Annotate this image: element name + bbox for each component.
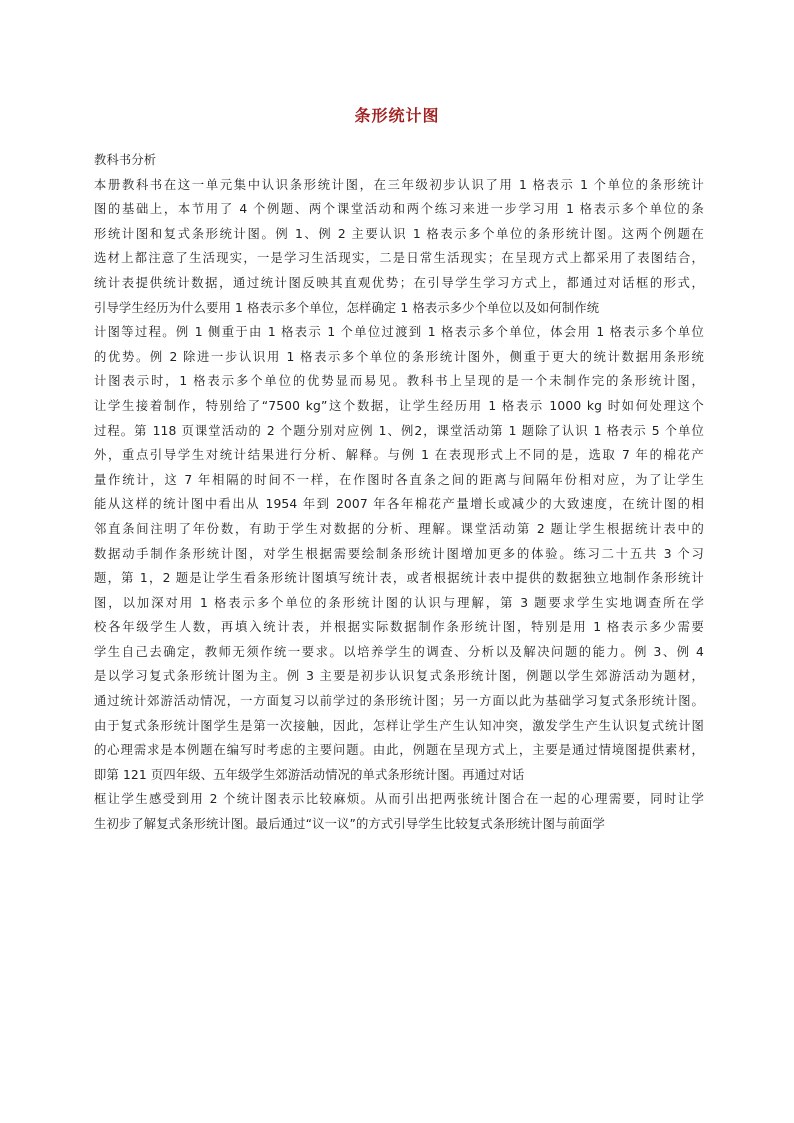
body-line: 数据动手制作条形统计图，对学生根据需要绘制条形统计图增加更多的体验。练习二十五共 3 个习 [94, 546, 704, 561]
body-line: 选材上都注意了生活现实，一是学习生活现实，二是日常生活现实；在呈现方式上都采用了表图结合， [94, 251, 704, 266]
body-line: 的优势。例 2 除进一步认识用 1 格表示多个单位的条形统计图外，侧重于更大的统计数据用条形统 [94, 349, 704, 364]
body-line: 即第 121 页四年级、五年级学生郊游活动情况的单式条形统计图。再通过对话 [94, 767, 525, 782]
body-line: 计图表示时，1 格表示多个单位的优势显而易见。教科书上呈现的是一个未制作完的条形统计图， [94, 374, 704, 389]
body-line: 形统计图和复式条形统计图。例 1、例 2 主要认识 1 格表示多个单位的条形统计图。这两个例题在 [94, 226, 704, 241]
body-line: 过程。第 118 页课堂活动的 2 个题分别对应例 1、例2，课堂活动第 1 题除了认识 1 格表示 5 个单位 [94, 423, 704, 438]
body-line: 计图等过程。例 1 侧重于由 1 格表示 1 个单位过渡到 1 格表示多个单位，体会用 1 格表示多个单位 [94, 325, 704, 340]
body-line: 本册教科书在这一单元集中认识条形统计图，在三年级初步认识了用 1 格表示 1 个单位的条形统计 [94, 177, 704, 192]
body-line: 邻直条间注明了年份数，有助于学生对数据的分析、理解。课堂活动第 2 题让学生根据统计表中的 [94, 521, 704, 536]
section-heading: 教科书分析 [94, 153, 157, 167]
body-line: 让学生接着制作，特别给了“7500 kg”这个数据，让学生经历用 1 格表示 1000 kg 时如何处理这个 [94, 398, 704, 413]
body-line: 生初步了解复式条形统计图。最后通过“议一议”的方式引导学生比较复式条形统计图与前面学 [94, 817, 605, 832]
body-line: 是以学习复式条形统计图为主。例 3 主要是初步认识复式条形统计图，例题以学生郊游活动为题材， [94, 669, 704, 684]
body-line: 图的基础上，本节用了 4 个例题、两个课堂活动和两个练习来进一步学习用 1 格表示多个单位的条 [94, 202, 704, 217]
body-line: 校各年级学生人数，再填入统计表，并根据实际数据制作条形统计图，特别是用 1 格表示多少需要 [94, 620, 704, 635]
body-line: 由于复式条形统计图学生是第一次接触，因此，怎样让学生产生认知冲突，激发学生产生认识复式统计图 [94, 718, 704, 733]
body-line: 量作统计，这 7 年相隔的时间不一样，在作图时各直条之间的距离与间隔年份相对应，为了让学生 [94, 472, 704, 487]
body-line: 能从这样的统计图中看出从 1954 年到 2007 年各年棉花产量增长或减少的大致速度，在统计图的相 [94, 497, 704, 512]
body-line: 图，以加深对用 1 格表示多个单位的条形统计图的认识与理解，第 3 题要求学生实地调查所在学 [94, 595, 704, 610]
body-line: 统计表提供统计数据，通过统计图反映其直观优势；在引导学生学习方式上，都通过对话框的形式， [94, 275, 704, 290]
body-line: 的心理需求是本例题在编写时考虑的主要问题。由此，例题在呈现方式上，主要是通过情境图提供素材， [94, 743, 704, 758]
body-line: 外，重点引导学生对统计结果进行分析、解释。与例 1 在表现形式上不同的是，选取 7 年的棉花产 [94, 448, 704, 463]
body-line: 题，第 1，2 题是让学生看条形统计图填写统计表，或者根据统计表中提供的数据独立地制作条形统计 [94, 571, 704, 586]
document-body [94, 148, 704, 837]
document-title: 条形统计图 [354, 106, 440, 125]
body-line: 学生自己去确定，教师无须作统一要求。以培养学生的调查、分析以及解决问题的能力。例 3、例 4 [94, 644, 704, 659]
body-line: 引导学生经历为什么要用 1 格表示多个单位，怎样确定 1 格表示多少个单位以及如何制作统 [94, 300, 600, 315]
body-line: 框让学生感受到用 2 个统计图表示比较麻烦。从而引出把两张统计图合在一起的心理需要，同时让学 [94, 792, 704, 807]
body-line: 通过统计郊游活动情况，一方面复习以前学过的条形统计图；另一方面以此为基础学习复式条形统计图。 [94, 694, 704, 709]
